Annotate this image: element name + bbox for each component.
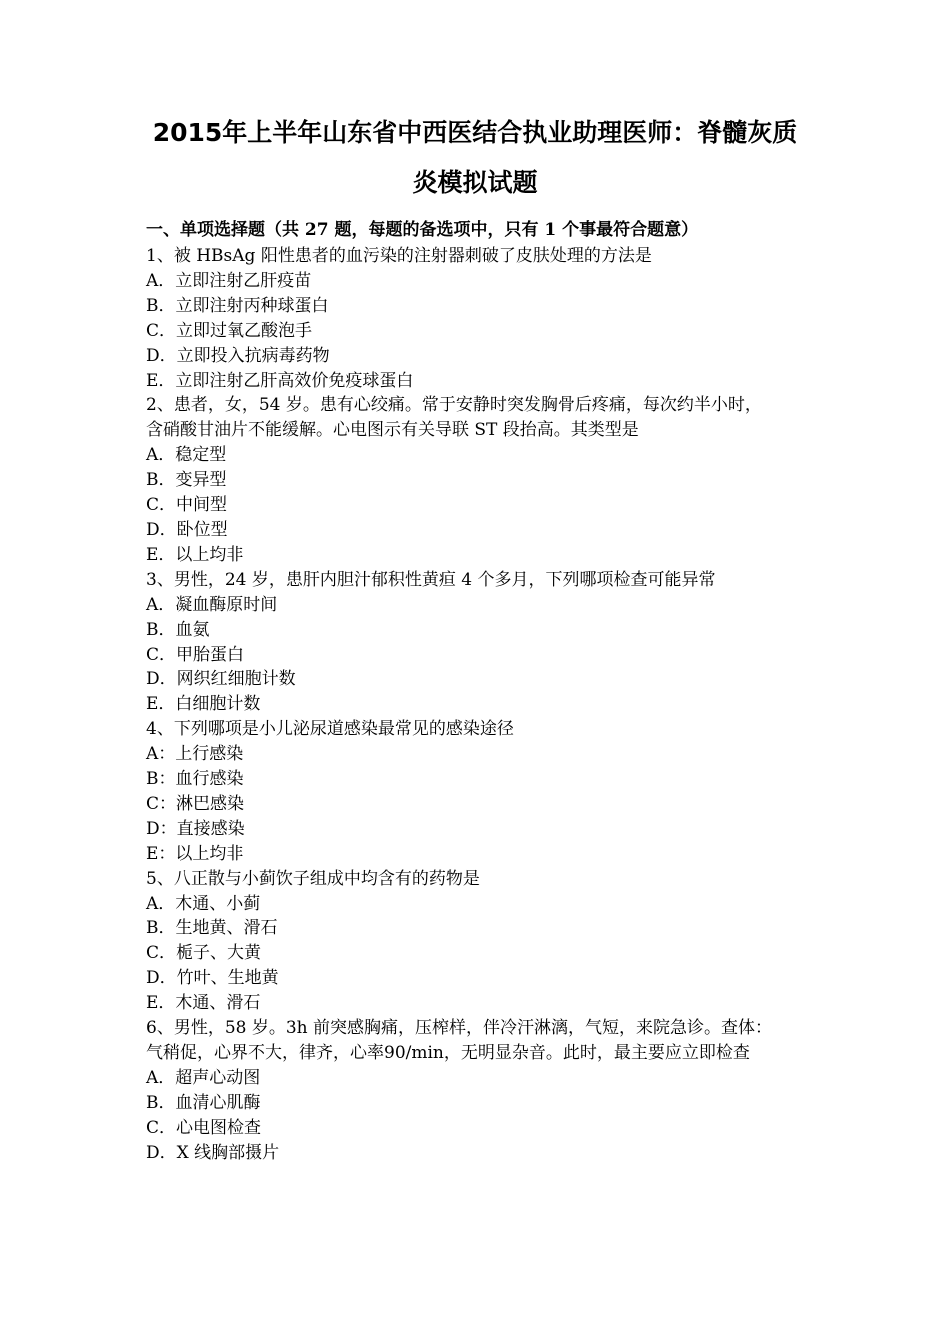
answer-option: C．中间型 — [146, 495, 228, 516]
answer-option: D．卧位型 — [146, 519, 228, 540]
question-text: 气稍促，心界不大，律齐，心率90/min，无明显杂音。此时，最主要应立即检查 — [146, 1043, 750, 1063]
question-list — [146, 244, 826, 1166]
answer-option: C．栀子、大黄 — [146, 943, 262, 964]
answer-option: E．立即注射乙肝高效价免疫球蛋白 — [146, 370, 414, 391]
question-block — [146, 1016, 826, 1165]
answer-option: B．变异型 — [146, 470, 227, 491]
answer-option: B．血氨 — [146, 619, 210, 640]
answer-option: A．立即注射乙肝疫苗 — [146, 270, 312, 291]
question-block — [146, 393, 826, 567]
title-line-1: 2015年上半年山东省中西医结合执业助理医师：脊髓灰质 — [152, 118, 798, 147]
question-text: 4、下列哪项是小儿泌尿道感染最常见的感染途径 — [146, 719, 514, 740]
question-text: 3、男性，24 岁，患肝内胆汁郁积性黄疸 4 个多月，下列哪项检查可能异常 — [146, 569, 716, 590]
answer-option: C．立即过氧乙酸泡手 — [146, 320, 313, 341]
answer-option: B．生地黄、滑石 — [146, 918, 278, 939]
answer-option: C．心电图检查 — [146, 1117, 262, 1138]
answer-option: C：淋巴感染 — [146, 793, 245, 814]
answer-option: D．立即投入抗病毒药物 — [146, 345, 330, 366]
answer-option: E．木通、滑石 — [146, 993, 261, 1014]
answer-option: C．甲胎蛋白 — [146, 644, 245, 665]
document-title — [100, 108, 850, 208]
answer-option: A．超声心动图 — [146, 1067, 261, 1088]
answer-option: D．竹叶、生地黄 — [146, 968, 279, 989]
question-block — [146, 717, 826, 866]
answer-option: B．立即注射丙种球蛋白 — [146, 295, 329, 316]
answer-option: E．以上均非 — [146, 544, 244, 565]
answer-option: A．木通、小蓟 — [146, 893, 261, 914]
question-text: 1、被 HBsAg 阳性患者的血污染的注射器刺破了皮肤处理的方法是 — [146, 246, 652, 266]
answer-option: E．白细胞计数 — [146, 694, 261, 715]
answer-option: D．网织红细胞计数 — [146, 669, 296, 690]
question-block — [146, 867, 826, 1016]
question-text: 6、男性，58 岁。3h 前突感胸痛，压榨样，伴冷汗淋漓，气短，来院急诊。查体： — [146, 1018, 773, 1039]
answer-option: A．凝血酶原时间 — [146, 594, 278, 615]
answer-option: D．X 线胸部摄片 — [146, 1142, 280, 1163]
title-line-2: 炎模拟试题 — [412, 168, 538, 197]
answer-option: E：以上均非 — [146, 843, 244, 864]
answer-option: A：上行感染 — [146, 744, 244, 765]
answer-option: B．血清心肌酶 — [146, 1092, 261, 1113]
answer-option: D：直接感染 — [146, 818, 245, 839]
question-block — [146, 244, 826, 393]
question-text: 含硝酸甘油片不能缓解。心电图示有关导联 ST 段抬高。其类型是 — [146, 420, 639, 441]
answer-option: A．稳定型 — [146, 445, 227, 466]
section-heading: 一、单项选择题（共 27 题，每题的备选项中，只有 1 个事最符合题意） — [146, 220, 699, 240]
question-text: 2、患者，女，54 岁。患有心绞痛。常于安静时突发胸骨后疼痛，每次约半小时， — [146, 395, 762, 416]
question-block — [146, 568, 826, 717]
question-text: 5、八正散与小蓟饮子组成中均含有的药物是 — [146, 868, 480, 889]
answer-option: B：血行感染 — [146, 769, 244, 790]
